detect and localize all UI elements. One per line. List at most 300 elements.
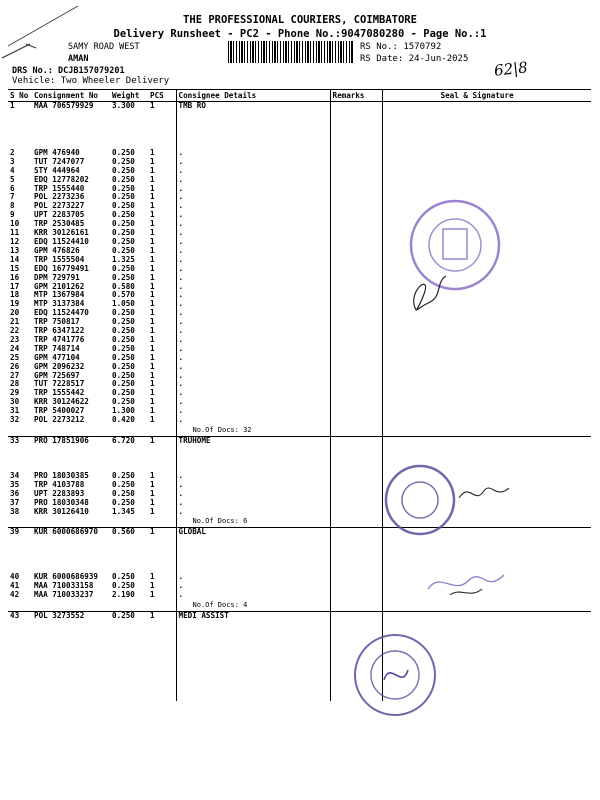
consignment-number: MTP 3137384 — [34, 300, 85, 309]
pieces: 1 — [150, 175, 155, 184]
weight: 6.720 — [112, 436, 135, 445]
table-row — [8, 102, 591, 111]
serial-number: 13 — [10, 246, 20, 255]
spacer-cell — [176, 111, 330, 149]
consignee-details: . — [176, 291, 330, 300]
consignee-details: . — [176, 265, 330, 274]
company-name: THE PROFESSIONAL COURIERS, COIMBATORE — [183, 14, 417, 26]
remarks-cell — [330, 425, 382, 437]
consignment-number: DPM 729791 — [34, 273, 80, 282]
weight: 0.580 — [112, 282, 135, 291]
serial-number: 27 — [10, 371, 20, 380]
serial-number: 33 — [10, 436, 20, 445]
spacer-cell — [148, 111, 176, 149]
consignee-details: . — [176, 238, 330, 247]
consignment-number: GPM 476940 — [34, 148, 80, 157]
seal-signature-cell — [382, 425, 591, 437]
remarks-cell — [330, 265, 382, 274]
weight: 0.560 — [112, 527, 135, 537]
pieces: 1 — [150, 335, 155, 344]
serial-number: 9 — [10, 211, 15, 220]
consignment-number: TUT 7247077 — [34, 157, 85, 166]
serial-number: 8 — [10, 202, 15, 211]
serial-number: 15 — [10, 264, 20, 273]
table-row — [8, 309, 591, 318]
remarks-cell — [330, 102, 382, 111]
table-row — [8, 345, 591, 354]
consignment-number: TRP 4741776 — [34, 335, 85, 344]
pieces: 1 — [150, 371, 155, 380]
table-header-row — [8, 90, 591, 102]
pieces: 1 — [150, 101, 155, 110]
pieces: 1 — [150, 353, 155, 362]
remarks-cell — [330, 591, 382, 600]
serial-number: 3 — [10, 157, 15, 166]
consignee-details: . — [176, 274, 330, 283]
consignee-details: . — [176, 202, 330, 211]
pieces: 1 — [150, 507, 155, 516]
consignee-details: . — [176, 149, 330, 158]
pieces: 1 — [150, 166, 155, 175]
spacer-cell — [8, 425, 32, 437]
pieces: 1 — [150, 471, 155, 480]
remarks-cell — [330, 167, 382, 176]
consignment-number: KRR 30126410 — [34, 507, 89, 516]
spacer-cell — [148, 516, 176, 528]
spacer-cell — [8, 600, 32, 612]
remarks-cell — [330, 508, 382, 517]
consignment-number: TRP 6347122 — [34, 327, 85, 336]
rs-date: RS Date: 24-Jun-2025 — [360, 54, 469, 64]
weight: 0.250 — [112, 157, 135, 166]
consignment-number: EDQ 11524470 — [34, 309, 89, 318]
table-row — [8, 398, 591, 407]
consignee-details: . — [176, 247, 330, 256]
remarks-cell — [330, 176, 382, 185]
col-seal-header: Seal & Signature — [382, 90, 591, 102]
serial-number: 11 — [10, 229, 20, 238]
remarks-cell — [330, 416, 382, 425]
consignment-number: KUR 6000686939 — [34, 573, 99, 582]
consignment-number: KRR 30126161 — [34, 229, 89, 238]
consignment-number: PRO 18030385 — [34, 471, 89, 480]
consignment-number: POL 2273236 — [34, 193, 85, 202]
consignee-details: . — [176, 354, 330, 363]
pen-scratch-mark — [0, 0, 90, 70]
row-spacer — [8, 111, 591, 149]
col-weight-header: Weight — [110, 90, 148, 102]
weight: 0.250 — [112, 318, 135, 327]
remarks-cell — [330, 354, 382, 363]
serial-number: 2 — [10, 148, 15, 157]
consignee-details: . — [176, 398, 330, 407]
serial-number: 30 — [10, 398, 20, 407]
serial-number: 24 — [10, 344, 20, 353]
consignment-number: POL 2273227 — [34, 202, 85, 211]
consignment-number: EDQ 12778202 — [34, 175, 89, 184]
serial-number: 18 — [10, 291, 20, 300]
consignment-number: GPM 477104 — [34, 353, 80, 362]
doc-count: No.Of Docs: 6 — [176, 516, 330, 528]
seal-signature-cell — [382, 407, 591, 416]
remarks-cell — [330, 274, 382, 283]
col-consignee-header: Consignee Details — [176, 90, 330, 102]
table-row — [8, 300, 591, 309]
consignee-details: . — [176, 220, 330, 229]
signature-tmb — [402, 262, 452, 322]
spacer-cell — [110, 425, 148, 437]
remarks-cell — [330, 499, 382, 508]
weight: 0.250 — [112, 220, 135, 229]
spacer-cell — [8, 446, 32, 472]
spacer-cell — [32, 446, 110, 472]
serial-number: 37 — [10, 498, 20, 507]
runsheet-title: Delivery Runsheet - PC2 - Phone No.:9047080280 - Page No.:1 — [113, 28, 487, 40]
pieces: 1 — [150, 255, 155, 264]
remarks-cell — [330, 300, 382, 309]
serial-number: 34 — [10, 471, 20, 480]
serial-number: 7 — [10, 193, 15, 202]
remarks-cell — [330, 229, 382, 238]
serial-number: 32 — [10, 416, 20, 425]
consignee-details: . — [176, 309, 330, 318]
consignee-details: . — [176, 211, 330, 220]
consignee-details: TRUHOME — [176, 437, 330, 446]
spacer-cell — [110, 111, 148, 149]
table-row — [8, 185, 591, 194]
consignee-details: . — [176, 167, 330, 176]
weight: 0.250 — [112, 611, 135, 621]
row-spacer — [8, 446, 591, 472]
remarks-cell — [330, 158, 382, 167]
spacer-cell — [382, 111, 591, 149]
remarks-cell — [330, 363, 382, 372]
consignment-number: TRP 750817 — [34, 318, 80, 327]
seal-stamp-truhome — [380, 460, 460, 540]
weight: 0.250 — [112, 362, 135, 371]
pieces: 1 — [150, 229, 155, 238]
doc-count: No.Of Docs: 4 — [176, 600, 330, 612]
signature-global — [420, 565, 510, 605]
consignment-number: PRO 17851906 — [34, 436, 89, 445]
consignment-number: GPM 2096232 — [34, 362, 85, 371]
consignee-details: . — [176, 481, 330, 490]
seal-signature-cell — [382, 398, 591, 407]
pieces: 1 — [150, 498, 155, 507]
col-pcs-header: PCS — [148, 90, 176, 102]
consignment-number: TRP 1555442 — [34, 389, 85, 398]
weight: 0.250 — [112, 489, 135, 498]
spacer-cell — [8, 621, 32, 701]
pieces: 1 — [150, 184, 155, 193]
spacer-cell — [32, 516, 110, 528]
remarks-cell — [330, 336, 382, 345]
remarks-cell — [330, 238, 382, 247]
col-consignment-header: Consignment No — [32, 90, 110, 102]
spacer-cell — [176, 446, 330, 472]
remarks-cell — [330, 573, 382, 582]
serial-number: 38 — [10, 507, 20, 516]
consignment-number: MAA 706579929 — [34, 101, 94, 110]
remarks-cell — [330, 185, 382, 194]
serial-number: 39 — [10, 527, 20, 537]
consignee-details: . — [176, 336, 330, 345]
weight: 0.250 — [112, 480, 135, 489]
pieces: 1 — [150, 436, 155, 445]
weight: 0.250 — [112, 211, 135, 220]
serial-number: 5 — [10, 175, 15, 184]
remarks-cell — [330, 256, 382, 265]
table-row — [8, 354, 591, 363]
consignee-details: GLOBAL — [176, 528, 330, 537]
serial-number: 20 — [10, 309, 20, 318]
weight: 0.250 — [112, 309, 135, 318]
weight: 0.250 — [112, 202, 135, 211]
remarks-cell — [330, 345, 382, 354]
consignee-details: . — [176, 176, 330, 185]
col-remarks-header: Remarks — [330, 90, 382, 102]
pieces: 1 — [150, 264, 155, 273]
seal-signature-cell — [382, 372, 591, 381]
spacer-cell — [110, 516, 148, 528]
consignee-details: . — [176, 283, 330, 292]
table-row — [8, 318, 591, 327]
seal-signature-cell — [382, 167, 591, 176]
serial-number: 40 — [10, 573, 20, 582]
consignment-number: PRO 18030348 — [34, 498, 89, 507]
serial-number: 10 — [10, 220, 20, 229]
weight: 0.250 — [112, 471, 135, 480]
table-row — [8, 389, 591, 398]
vehicle-type: Vehicle: Two Wheeler Delivery — [12, 76, 170, 86]
remarks-cell — [330, 318, 382, 327]
pieces: 1 — [150, 407, 155, 416]
consignment-number: POL 2273212 — [34, 416, 85, 425]
pieces: 1 — [150, 291, 155, 300]
consignment-number: TRP 2530485 — [34, 220, 85, 229]
pieces: 1 — [150, 582, 155, 591]
weight: 0.250 — [112, 273, 135, 282]
spacer-cell — [32, 111, 110, 149]
seal-signature-cell — [382, 612, 591, 621]
remarks-cell — [330, 247, 382, 256]
consignee-details: . — [176, 158, 330, 167]
pieces: 1 — [150, 398, 155, 407]
consignment-table — [8, 89, 591, 701]
seal-signature-cell — [382, 363, 591, 372]
spacer-cell — [110, 537, 148, 573]
consignee-details: . — [176, 229, 330, 238]
weight: 0.250 — [112, 193, 135, 202]
seal-signature-cell — [382, 345, 591, 354]
handwritten-note: 62|8 — [493, 58, 529, 80]
serial-number: 26 — [10, 362, 20, 371]
weight: 2.190 — [112, 591, 135, 600]
consignee-details: . — [176, 193, 330, 202]
weight: 0.250 — [112, 353, 135, 362]
weight: 0.250 — [112, 398, 135, 407]
weight: 0.250 — [112, 389, 135, 398]
consignee-details: . — [176, 380, 330, 389]
group-doc-count-row — [8, 425, 591, 437]
weight: 0.250 — [112, 184, 135, 193]
doc-count: No.Of Docs: 32 — [176, 425, 330, 437]
serial-number: 31 — [10, 407, 20, 416]
weight: 0.250 — [112, 264, 135, 273]
spacer-cell — [176, 537, 330, 573]
weight: 0.250 — [112, 237, 135, 246]
seal-signature-cell — [382, 102, 591, 111]
address-line-1: SAMY ROAD WEST — [68, 42, 140, 52]
pieces: 1 — [150, 220, 155, 229]
group-doc-count-row — [8, 516, 591, 528]
pieces: 1 — [150, 211, 155, 220]
pieces: 1 — [150, 202, 155, 211]
weight: 0.250 — [112, 166, 135, 175]
remarks-cell — [330, 582, 382, 591]
consignee-details: MEDI ASSIST — [176, 612, 330, 621]
spacer-cell — [148, 621, 176, 701]
spacer-cell — [110, 621, 148, 701]
pieces: 1 — [150, 611, 155, 621]
pieces: 1 — [150, 282, 155, 291]
spacer-cell — [8, 516, 32, 528]
row-spacer — [8, 621, 591, 701]
consignee-details: . — [176, 582, 330, 591]
pieces: 1 — [150, 362, 155, 371]
weight: 0.250 — [112, 344, 135, 353]
serial-number: 1 — [10, 101, 15, 110]
seal-signature-cell — [382, 354, 591, 363]
spacer-cell — [148, 600, 176, 612]
pieces: 1 — [150, 489, 155, 498]
table-row — [8, 363, 591, 372]
pieces: 1 — [150, 380, 155, 389]
weight: 0.250 — [112, 229, 135, 238]
serial-number: 22 — [10, 327, 20, 336]
pieces: 1 — [150, 327, 155, 336]
consignment-number: MAA 710033158 — [34, 582, 94, 591]
consignee-details: . — [176, 407, 330, 416]
table-row — [8, 528, 591, 537]
remarks-cell — [330, 202, 382, 211]
weight: 0.250 — [112, 246, 135, 255]
remarks-cell — [330, 389, 382, 398]
col-sno-header: S No — [8, 90, 32, 102]
pieces: 1 — [150, 193, 155, 202]
weight: 0.420 — [112, 416, 135, 425]
seal-signature-cell — [382, 176, 591, 185]
serial-number: 36 — [10, 489, 20, 498]
seal-signature-cell — [382, 327, 591, 336]
pieces: 1 — [150, 273, 155, 282]
weight: 0.250 — [112, 148, 135, 157]
weight: 0.250 — [112, 371, 135, 380]
drs-number: DRS No.: DCJB157079201 — [12, 66, 125, 76]
serial-number: 28 — [10, 380, 20, 389]
consignee-details: . — [176, 508, 330, 517]
serial-number: 25 — [10, 353, 20, 362]
seal-signature-cell — [382, 416, 591, 425]
consignment-number: MTP 1367984 — [34, 291, 85, 300]
consignment-number: KUR 6000686970 — [34, 527, 99, 537]
pieces: 1 — [150, 300, 155, 309]
consignee-details: . — [176, 499, 330, 508]
consignment-number: GPM 725697 — [34, 371, 80, 380]
serial-number: 35 — [10, 480, 20, 489]
weight: 0.250 — [112, 380, 135, 389]
rs-number: RS No.: 1570792 — [360, 42, 442, 52]
weight: 3.300 — [112, 101, 135, 110]
pieces: 1 — [150, 237, 155, 246]
pieces: 1 — [150, 344, 155, 353]
remarks-cell — [330, 149, 382, 158]
remarks-cell — [330, 481, 382, 490]
seal-signature-cell — [382, 185, 591, 194]
table-row — [8, 158, 591, 167]
consignee-details: . — [176, 345, 330, 354]
table-row — [8, 149, 591, 158]
seal-signature-cell — [382, 437, 591, 446]
table-row — [8, 176, 591, 185]
remarks-cell — [330, 516, 382, 528]
table-row — [8, 612, 591, 621]
consignee-details: . — [176, 185, 330, 194]
spacer-cell — [330, 537, 382, 573]
spacer-cell — [32, 425, 110, 437]
consignee-details: . — [176, 573, 330, 582]
consignee-details: TMB RO — [176, 102, 330, 111]
weight: 1.050 — [112, 300, 135, 309]
consignee-details: . — [176, 372, 330, 381]
seal-signature-cell — [382, 158, 591, 167]
consignee-details: . — [176, 256, 330, 265]
serial-number: 41 — [10, 582, 20, 591]
serial-number: 23 — [10, 335, 20, 344]
consignment-number: TRP 1555504 — [34, 255, 85, 264]
consignee-details: . — [176, 389, 330, 398]
spacer-cell — [330, 446, 382, 472]
weight: 1.300 — [112, 407, 135, 416]
consignee-details: . — [176, 363, 330, 372]
consignment-number: TRP 4103788 — [34, 480, 85, 489]
consignment-number: TUT 7228517 — [34, 380, 85, 389]
weight: 0.570 — [112, 291, 135, 300]
remarks-cell — [330, 327, 382, 336]
serial-number: 42 — [10, 591, 20, 600]
table-row — [8, 380, 591, 389]
remarks-cell — [330, 398, 382, 407]
remarks-cell — [330, 220, 382, 229]
serial-number: 29 — [10, 389, 20, 398]
consignee-details: . — [176, 318, 330, 327]
spacer-cell — [176, 621, 330, 701]
remarks-cell — [330, 490, 382, 499]
spacer-cell — [110, 600, 148, 612]
seal-signature-cell — [382, 389, 591, 398]
serial-number: 4 — [10, 166, 15, 175]
serial-number: 14 — [10, 255, 20, 264]
spacer-cell — [148, 425, 176, 437]
consignee-details: . — [176, 416, 330, 425]
pieces: 1 — [150, 309, 155, 318]
pieces: 1 — [150, 246, 155, 255]
remarks-cell — [330, 283, 382, 292]
remarks-cell — [330, 407, 382, 416]
weight: 0.250 — [112, 573, 135, 582]
remarks-cell — [330, 291, 382, 300]
remarks-cell — [330, 193, 382, 202]
